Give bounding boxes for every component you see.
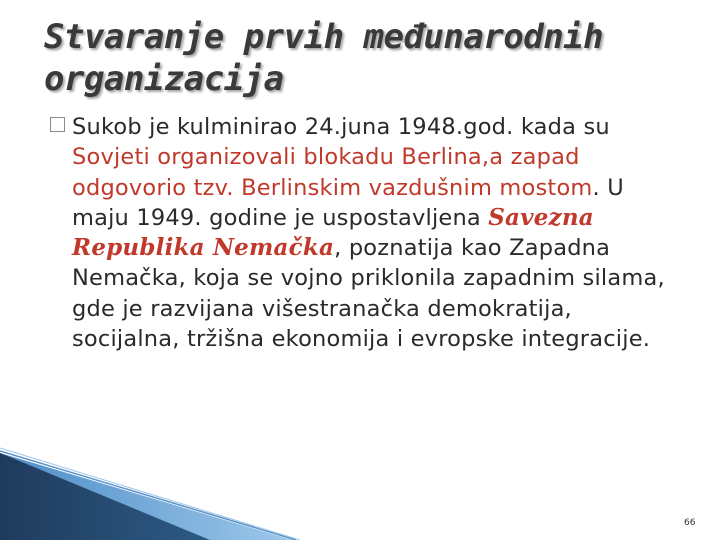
title-line-1: Stvaranje prvih međunarodnih — [44, 17, 604, 57]
title-line-2: organizacija — [44, 59, 284, 99]
text-segment-3: , poznatija kao Zapadna Nemačka, koja se vojno priklonila zapadnim silama, gde je razvijana višestranačka demokratija, socijalna, tržišna ekonomija i evropske integracije. — [72, 235, 665, 353]
highlight-frg: Savezna Republika Nemačka — [72, 203, 594, 262]
text-segment-1: Sukob je kulminirao 24.juna 1948.god. kada su — [72, 114, 610, 140]
text-segment-2: . U maju 1949. godine je uspostavljena — [72, 174, 624, 231]
highlight-blockade: Sovjeti organizovali blokadu Berlina,a zapad odgovorio tzv. Berlinskim vazdušnim mostom — [72, 144, 593, 201]
page-number: 66 — [684, 518, 696, 528]
